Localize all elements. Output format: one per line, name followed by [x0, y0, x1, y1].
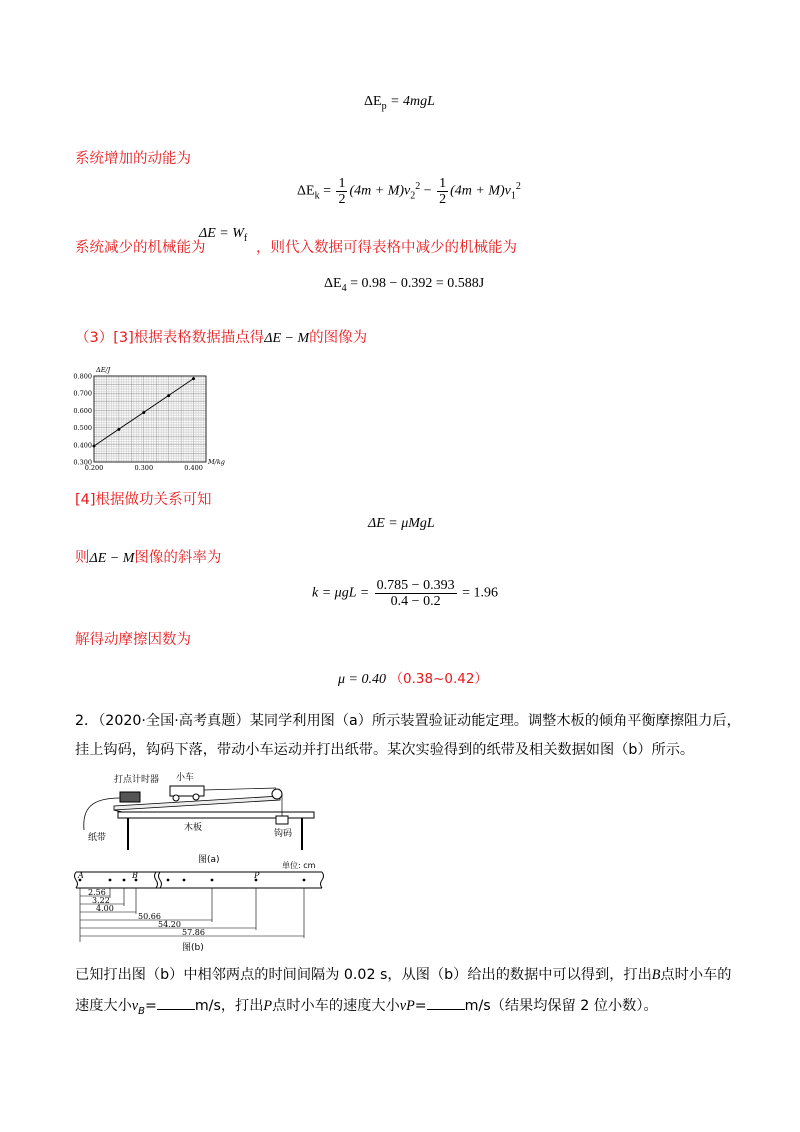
label-hook: 钩码 [274, 829, 293, 839]
equation-potential-energy [364, 94, 435, 112]
cart-wheel-1 [173, 795, 179, 801]
x-tick-label: 0.200 [84, 464, 104, 472]
eq2-part1: (4m + M)v [349, 183, 411, 199]
eq3-sub: 4 [341, 282, 347, 294]
q2-line-3 [75, 965, 731, 985]
label-cart: 小车 [176, 773, 195, 783]
cart-shape [170, 786, 204, 796]
energy-mass-chart [70, 362, 240, 474]
eq2-sub: k [314, 190, 320, 202]
answer-blank-vb[interactable] [157, 996, 195, 1010]
equation-mu [338, 667, 488, 688]
data-point [142, 411, 145, 414]
eq5-den: 0.4 − 0.2 [390, 594, 441, 609]
tape-break-mid-1 [155, 872, 158, 888]
text-kinetic-energy: 系统增加的动能为 [75, 151, 191, 167]
eq2-frac1-den: 2 [338, 192, 346, 207]
eq2-part2: (4m + M)v [450, 183, 511, 199]
slope-prefix: 则 [75, 550, 90, 566]
dim-label-2: 3.22 [92, 896, 110, 905]
q2-line-4 [75, 996, 658, 1022]
label-tape: 纸带 [88, 833, 107, 843]
caption-fig-b: 图(b) [182, 943, 204, 953]
eq3-rhs: = 0.98 − 0.392 = 0.588J [346, 276, 485, 291]
eq2-sub1: 2 [410, 190, 416, 202]
eq2-frac1-num: 1 [338, 176, 346, 191]
eq1-rhs: = 4mgL [386, 94, 435, 109]
equation-work: ΔE = μMgL [368, 516, 435, 531]
text-step-3 [75, 328, 367, 349]
q2-line4-a: 速度大小 [75, 998, 132, 1014]
dot-2 [109, 879, 112, 882]
text-step-4: [4]根据做功关系可知 [75, 492, 212, 508]
label-timer: 打点计时器 [114, 775, 160, 785]
timer-shape [120, 792, 140, 802]
x-tick-label: 0.400 [184, 464, 203, 472]
q2-line4-sub: B [138, 1005, 145, 1017]
pulley [272, 789, 282, 799]
y-tick-label: 0.600 [73, 406, 92, 415]
eq6-range: （0.38~0.42） [389, 671, 488, 687]
eq5-frac [375, 578, 457, 609]
q2-line3-b: B [651, 967, 661, 983]
eq1-sub: p [381, 100, 387, 112]
tape-shape [84, 798, 120, 830]
cart-wheel-2 [193, 794, 199, 800]
eq5-num: 0.785 − 0.393 [376, 578, 455, 593]
label-a: A [78, 871, 84, 880]
slope-suffix: 图像的斜率为 [134, 550, 222, 566]
eq1-lhs: ΔE [364, 94, 382, 109]
data-point [167, 394, 170, 397]
eq3-lhs: ΔE [324, 276, 342, 291]
dim-label-4: 50.66 [138, 912, 161, 921]
q2-line4-c: m/s，打出 [194, 998, 264, 1014]
q2-line4-p: P [263, 998, 273, 1014]
label-board: 木板 [184, 823, 203, 833]
y-tick-label: 0.800 [73, 372, 92, 381]
equation-work-friction [199, 226, 247, 244]
figure-b-tape [72, 858, 334, 954]
y-tick-label: 0.300 [73, 458, 92, 467]
equation-mech-loss [324, 276, 484, 294]
q2-line3-a: 已知打出图（b）中相邻两点的时间间隔为 0.02 s，从图（b）给出的数据中可以得到，打出 [75, 967, 652, 983]
text-slope [75, 548, 221, 569]
y-axis-label: ΔE/J [96, 366, 111, 374]
mech-left: 系统减少的机械能为 [75, 240, 206, 256]
dot-7 [211, 879, 214, 882]
eq2-frac-2 [437, 176, 448, 207]
q2-line4-e: = [414, 998, 427, 1014]
eq2-minus: − [420, 183, 436, 199]
data-point [117, 428, 120, 431]
string [204, 788, 276, 790]
text-friction: 解得动摩擦因数为 [75, 632, 191, 648]
eq5-lhs: k = μgL = [312, 585, 373, 601]
dim-label-6: 57.86 [182, 928, 205, 937]
text-mech-right: ，则代入数据可得表格中减少的机械能为 [256, 240, 517, 256]
equation-slope [312, 578, 498, 609]
dim-label-5: 54.20 [158, 920, 181, 929]
equation-kinetic-energy: $\Delta E_k$ = $\frac{1}{2}$ $(4m + M)v_2^2$ − $\frac{1}{2}$ $(4m + M)v_1^2$ [297, 176, 521, 207]
dot-9 [303, 879, 306, 882]
q2-line4-f: m/s（结果均保留 2 位小数）。 [464, 998, 658, 1014]
step3-expr: ΔE − M [264, 331, 310, 346]
caption-fig-a: 图(a) [198, 855, 220, 865]
dot-6 [183, 879, 186, 882]
eq2-sup2: 2 [515, 181, 521, 193]
y-tick-label: 0.500 [73, 424, 92, 433]
data-point [93, 445, 96, 448]
q2-line-2: 挂上钩码，钩码下落，带动小车运动并打出纸带。某次实验得到的纸带及相关数据如图（b）所示。 [75, 742, 695, 758]
tape-break-mid-2 [159, 872, 162, 888]
x-axis-label: M/kg [208, 458, 225, 466]
y-tick-label: 0.700 [73, 389, 92, 398]
slope-expr: ΔE − M [89, 551, 135, 566]
y-tick-label: 0.400 [73, 441, 92, 450]
label-unit: 单位: cm [282, 861, 316, 870]
dot-3 [123, 879, 126, 882]
eq2-frac-1 [336, 176, 347, 207]
label-b: B [132, 871, 138, 880]
step3-prefix: （3）[3]根据表格数据描点得 [75, 330, 265, 346]
step3-suffix: 的图像为 [309, 330, 368, 346]
text-mechanical-energy [75, 238, 206, 258]
x-tick-label: 0.300 [134, 464, 154, 472]
q2-line4-b: = [144, 998, 157, 1014]
dim-label-1: 2.56 [88, 888, 106, 897]
eq-wf-text: ΔE = W [199, 226, 244, 241]
eq2-sup1: 2 [415, 181, 421, 193]
tape-break-right [321, 872, 324, 888]
hook-weight [276, 816, 288, 824]
q2-line4-vp: vP [399, 998, 415, 1014]
label-p: P [254, 871, 260, 880]
q2-line4-d: 点时小车的速度大小 [272, 998, 400, 1014]
figure-a-apparatus [72, 768, 332, 868]
eq6-mu: μ = 0.40 [338, 672, 386, 687]
eq-wf-sub: f [243, 232, 248, 244]
eq5-rhs: = 1.96 [458, 585, 498, 601]
data-point [192, 377, 195, 380]
eq2-sub2: 1 [510, 190, 516, 202]
q2-line3-c: 点时小车的 [660, 967, 732, 983]
dim-label-3: 4.00 [96, 904, 114, 913]
dot-5 [167, 879, 170, 882]
q2-line4-v: v [131, 998, 139, 1014]
answer-blank-vp[interactable] [427, 996, 465, 1010]
eq2-lhs: ΔE [297, 183, 315, 199]
q2-line-1: 2．（2020·全国·高考真题）某同学利用图（a）所示装置验证动能定理。调整木板的倾角平衡摩擦阻力后， [75, 713, 741, 729]
eq2-frac2-den: 2 [439, 192, 447, 207]
eq2-frac2-num: 1 [439, 176, 447, 191]
